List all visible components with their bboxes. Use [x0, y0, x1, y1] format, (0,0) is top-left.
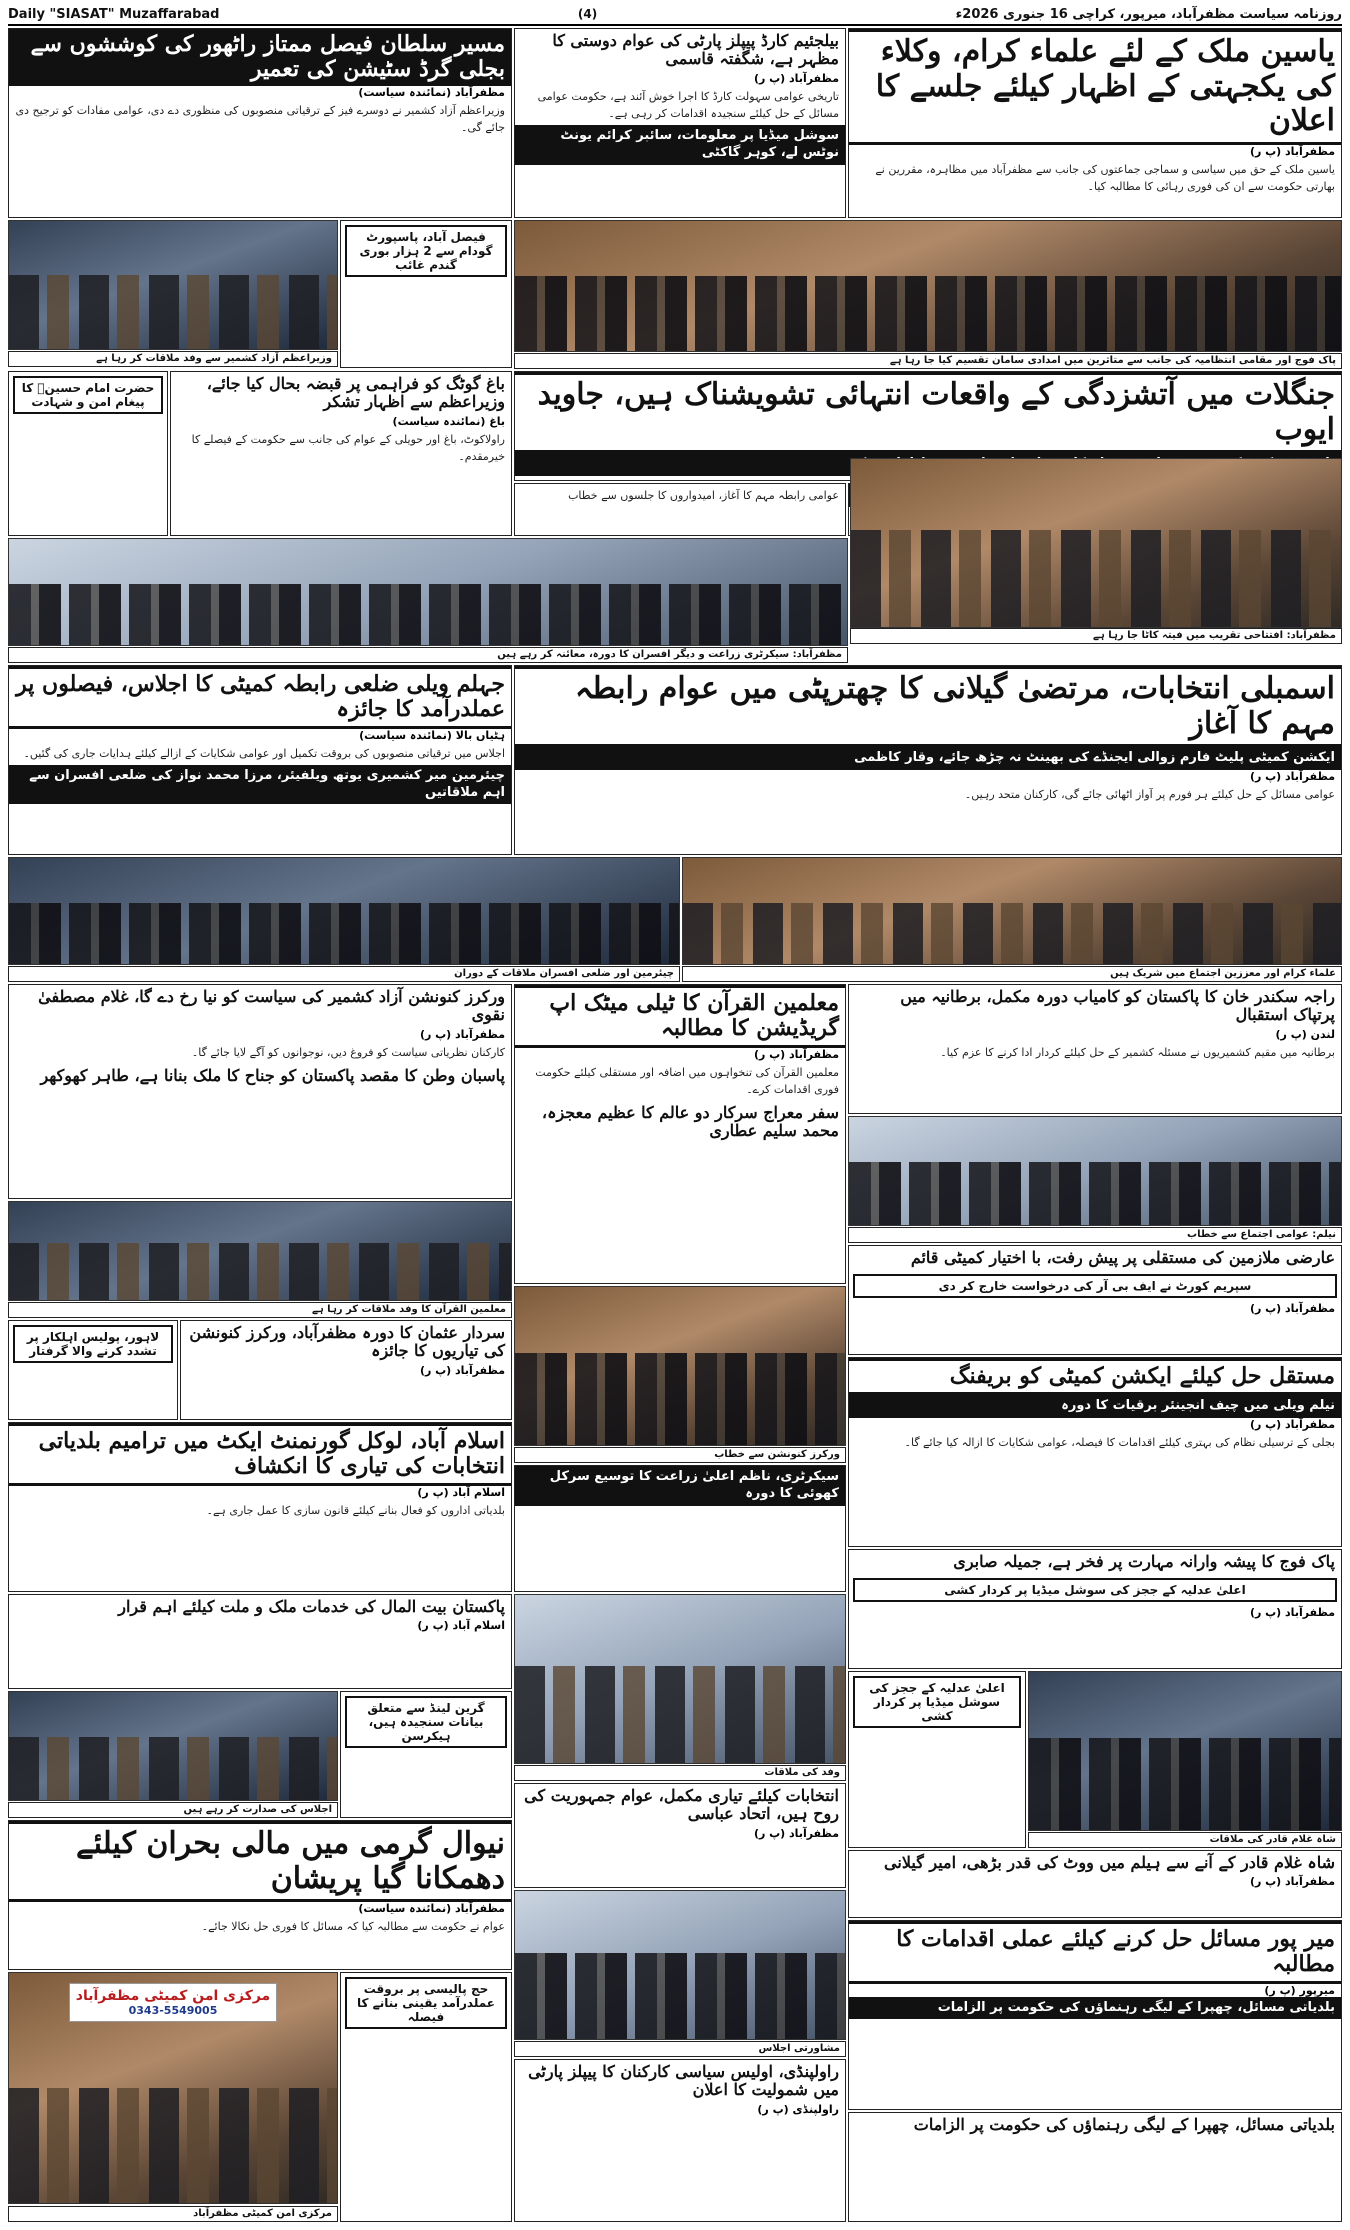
- headline: بیلجئیم کارڈ پیپلز پارٹی کی عوام دوستی کا مظہر ہے، شگفتہ قاسمی: [552, 31, 839, 69]
- page-grid: [8, 28, 1342, 2224]
- photo-pm-meeting: [8, 220, 338, 350]
- story-lahore-police: [8, 1320, 178, 1420]
- subheadline: پاسبان وطن کا مقصد پاکستان کو جناح کا ملک بنانا ہے، طاہر کھوکھر: [40, 1065, 505, 1085]
- banner-phone: 0343-5549005: [128, 2004, 218, 2017]
- story-agriculture-visit: [514, 1465, 846, 1592]
- headline: شاہ غلام قادر کے آنے سے ہیلم میں ووٹ کی قدر بڑھی، امیر گیلانی: [884, 1853, 1335, 1872]
- story-body: راولاکوٹ، باغ اور حویلی کے عوام کی جانب سے حکومت کے فیصلے کا خیرمقدم۔: [191, 432, 505, 463]
- photo-portrait-meeting: [1028, 1671, 1342, 1831]
- boxed-headline: گرین لینڈ سے متعلق بیانات سنجیدہ ہیں، ہیکرسن: [345, 1696, 507, 1748]
- masthead-paper-name: Daily "SIASAT" Muzaffarabad: [8, 6, 220, 22]
- story-body: وزیراعظم آزاد کشمیر نے دوسرے فیز کے ترقیاتی منصوبوں کی منظوری دے دی، عوامی مفادات کو ترجیح دی جائے گی۔: [15, 103, 505, 134]
- masthead: [8, 4, 1342, 26]
- dateline: مظفرآباد (پ ر): [753, 1826, 839, 1840]
- caption-portrait: شاہ غلام قادر کی ملاقات: [1028, 1832, 1342, 1848]
- story-quote-box: [8, 371, 168, 536]
- caption-hall: ورکرز کنونشن سے خطاب: [514, 1447, 846, 1463]
- dateline: مظفرآباد (پ ر): [1249, 1875, 1335, 1889]
- headline: باغ گوٹگ کو فراہمی پر قبضہ بحال کیا جائے، وزیراعظم سے اظہار تشکر: [206, 374, 505, 412]
- headline: معلمین القرآن کا ٹیلی میٹک اپ گریڈیشن کا مطالبہ: [515, 985, 845, 1048]
- subheadline: سوشل میڈیا پر معلومات، سائبر کرائم یونٹ نوٹس لے، کوہر گاکٹی: [515, 125, 845, 165]
- story-body: اجلاس میں ترقیاتی منصوبوں کی بروقت تکمیل اور عوامی شکایات کے ازالے کیلئے ہدایات جاری کی گئیں۔: [23, 746, 505, 760]
- story-body: تاریخی عوامی سہولت کارڈ کا اجرا خوش آئند ہے، حکومت عوامی مسائل کے حل کیلئے سنجیدہ اقدامات کر رہی ہے۔: [537, 89, 839, 120]
- story-jhelum-valley: [8, 665, 512, 855]
- dateline: مظفرآباد (پ ر): [419, 1363, 505, 1377]
- headline: ورکرز کنونشن آزاد کشمیر کی سیاست کو نیا رخ دے گا، غلام مصطفیٰ نقوی: [38, 987, 505, 1025]
- dateline: مظفرآباد (پ ر): [753, 71, 839, 85]
- photo-office-meeting: [8, 1691, 338, 1801]
- headline: راولپنڈی، اولیس سیاسی کارکنان کا پیپلز پارٹی میں شمولیت کا اعلان: [528, 2062, 839, 2100]
- caption-protest: مرکزی امن کمیٹی مظفرآباد: [8, 2206, 338, 2222]
- banner-text: [69, 1983, 277, 2022]
- story-yasin-malik: [848, 28, 1342, 218]
- masthead-date: روزنامہ سیاست مظفرآباد، میرپور، کراچی 16 جنوری 2026ء: [955, 6, 1342, 22]
- story-baitulmal: [8, 1594, 512, 1689]
- headline: پاکستان بیت المال کی خدمات ملک و ملت کیلئے اہم قرار: [118, 1597, 505, 1616]
- photo-convention-hall: [514, 1286, 846, 1446]
- boxed-headline: فیصل آباد، پاسپورٹ گودام سے 2 ہزار بوری گندم غائب: [345, 225, 507, 277]
- dateline: مظفرآباد (پ ر): [1249, 1302, 1335, 1316]
- boxed-subheadline: سپریم کورٹ نے ایف بی آر کی درخواست خارج کر دی: [853, 1274, 1337, 1298]
- story-body: برطانیہ میں مقیم کشمیریوں نے مسئلہ کشمیر کے حل کیلئے کردار ادا کرنے کا عزم کیا۔: [940, 1045, 1335, 1059]
- headline: جہلم ویلی ضلعی رابطہ کمیٹی کا اجلاس، فیصلوں پر عملدرآمد کا جائزہ: [9, 666, 511, 729]
- dateline: ہٹیاں بالا (نمائندہ سیاست): [359, 728, 505, 742]
- photo-delegation-group: [514, 1594, 846, 1764]
- dateline: مظفرآباد (پ ر): [753, 1047, 839, 1061]
- caption-teachers: معلمین القرآن کا وفد ملاقات کر رہا ہے: [8, 1302, 512, 1318]
- story-bottom-right: [848, 2112, 1342, 2222]
- story-body: بجلی کے ترسیلی نظام کی بہتری کیلئے اقدامات کا فیصلہ، عوامی شکایات کا ازالہ کیا جائے گا۔: [904, 1436, 1335, 1450]
- subheadline: ایکشن کمیٹی پلیٹ فارم زوالی ایجنڈے کی بھینٹ نہ چڑھ جائے، وقار کاظمی: [515, 747, 1341, 770]
- headline: راجہ سکندر خان کا پاکستان کو کامیاب دورہ مکمل، برطانیہ میں پرتپاک استقبال: [900, 987, 1335, 1025]
- headline: میر پور مسائل حل کرنے کیلئے عملی اقدامات کا مطالبہ: [849, 1921, 1341, 1984]
- story-body: کارکنان نظریاتی سیاست کو فروغ دیں، نوجوانوں کو آگے لایا جائے گا۔: [191, 1045, 505, 1059]
- headline: اسمبلی انتخابات، مرتضیٰ گیلانی کا چھترپٹی میں عوام رابطہ مہم کا آغاز: [515, 666, 1341, 747]
- story-body: عوامی مسائل کے حل کیلئے ہر فورم پر آواز اٹھائی جائے گی، کارکنان متحد رہیں۔: [964, 787, 1335, 801]
- dateline: میرپور (پ ر): [1264, 1983, 1335, 1997]
- headline: بلدیاتی مسائل، چھپرا کے لیگی رہنماؤں کی حکومت پر الزامات: [913, 2115, 1335, 2134]
- headline: سردار عثمان کا دورہ مظفرآباد، ورکرز کنونشن کی تیاریوں کا جائزہ: [189, 1323, 505, 1361]
- story-body: یاسین ملک کے حق میں سیاسی و سماجی جماعتوں کی جانب سے مظفرآباد میں مظاہرہ، مقررین نے بھارتی حکومت سے ان کی فوری رہائی کا مطالبہ کیا۔: [875, 162, 1335, 193]
- story-shah-ghulam: [848, 1850, 1342, 1918]
- story-bagh: [170, 371, 512, 536]
- headline: انتخابات کیلئے تیاری مکمل، عوام جمہوریت کی روح ہیں، اتحاد عباسی: [524, 1786, 839, 1824]
- headline: پاک فوج کا پیشہ وارانہ مہارت پر فخر ہے، جمیلہ صابری: [953, 1552, 1335, 1571]
- headline: اسلام آباد، لوکل گورنمنٹ ایکٹ میں ترامیم بلدیاتی انتخابات کی تیاری کا انکشاف: [9, 1423, 511, 1486]
- subheadline: نیلم ویلی میں چیف انجینئر برقیات کا دورہ: [849, 1395, 1341, 1418]
- story-card-ppp: [514, 28, 846, 218]
- caption-meeting: مشاورتی اجلاس: [514, 2041, 846, 2057]
- dateline: مظفرآباد (پ ر): [1249, 1418, 1335, 1432]
- story-body: بلدیاتی اداروں کو فعال بنانے کیلئے قانون سازی کا عمل جاری ہے۔: [206, 1503, 505, 1517]
- caption-office: اجلاس کی صدارت کر رہے ہیں: [8, 1802, 338, 1818]
- caption-relief: پاک فوج اور مقامی انتظامیہ کی جانب سے متاثرین میں امدادی سامان تقسیم کیا جا رہا ہے: [514, 353, 1342, 369]
- dateline: مظفرآباد (پ ر): [419, 1027, 505, 1041]
- photo-officials-meeting: [8, 857, 680, 965]
- story-grid-station: [8, 28, 512, 218]
- dateline: اسلام آباد (پ ر): [417, 1485, 505, 1499]
- photo-peace-committee: [8, 1972, 338, 2204]
- dateline: لندن (پ ر): [1275, 1027, 1335, 1041]
- story-greenland: [340, 1691, 512, 1818]
- caption-gathering: نیلم: عوامی اجتماع سے خطاب: [848, 1227, 1342, 1243]
- story-action-committee: [848, 1357, 1342, 1547]
- story-body: معلمین القرآن کی تنخواہوں میں اضافہ اور مستقلی کیلئے حکومت فوری اقدامات کرے۔: [535, 1065, 839, 1096]
- story-wheat-missing: [340, 220, 512, 368]
- headline: مسیر سلطان فیصل ممتاز راٹھور کی کوششوں سے بجلی گرڈ سٹیشن کی تعمیر: [9, 29, 511, 86]
- dateline: باغ (نمائندہ سیاست): [392, 414, 505, 428]
- story-mirpur: [848, 1920, 1342, 2110]
- story-election-campaign: [514, 665, 1342, 855]
- photo-consultation-meeting: [514, 1890, 846, 2040]
- story-financial-crisis: [8, 1820, 512, 1970]
- caption-group: وفد کی ملاقات: [514, 1765, 846, 1781]
- subheadline: سفر معراج سرکار دو عالم کا عظیم معجزہ، محمد سلیم عطاری: [541, 1102, 839, 1141]
- story-local-govt: [8, 1422, 512, 1592]
- photo-relief-distribution: [514, 220, 1342, 352]
- photo-teachers-delegation: [8, 1201, 512, 1301]
- subheadline: سیکرٹری، ناظم اعلیٰ زراعت کا توسیع سرکل کھوئی کا دورہ: [515, 1466, 845, 1506]
- dateline: مظفرآباد (پ ر): [1249, 144, 1335, 158]
- photo-clerics-gathering: [682, 857, 1342, 965]
- photo-inspection: [8, 538, 848, 646]
- dateline: مظفرآباد (پ ر): [1249, 769, 1335, 783]
- dateline: اسلام آباد (پ ر): [417, 1619, 505, 1633]
- story-hajj-policy: [340, 1972, 512, 2222]
- story-raja-sikandar: [848, 984, 1342, 1114]
- dateline: راولپنڈی (پ ر): [757, 2102, 839, 2116]
- story-workers-convention: [8, 984, 512, 1199]
- dateline: مظفرآباد (نمائندہ سیاست): [358, 85, 505, 99]
- headline: نیوال گرمی میں مالی بحران کیلئے دھمکانا گیا پریشان: [9, 1821, 511, 1902]
- boxed-headline: حضرت امام حسینؑ کا پیغام امن و شہادت: [13, 376, 163, 414]
- headline: عارضی ملازمین کی مستقلی پر پیش رفت، با اختیار کمیٹی قائم: [910, 1248, 1335, 1267]
- boxed-headline: حج پالیسی پر بروقت عملدرآمد یقینی بنانے کا فیصلہ: [345, 1977, 507, 2029]
- caption-clerics: علماء کرام اور معززین اجتماع میں شریک ہیں: [682, 966, 1342, 982]
- dateline: مظفرآباد (نمائندہ سیاست): [358, 1902, 505, 1915]
- caption-inspection: مظفرآباد: سیکرٹری زراعت و دیگر افسران کا دورہ، معائنہ کر رہے ہیں: [8, 647, 848, 663]
- banner-title: مرکزی امن کمیٹی مظفرآباد: [75, 1988, 271, 2004]
- story-elections-ready: [514, 1783, 846, 1888]
- boxed-headline: اعلیٰ عدلیہ کے ججز کی سوشل میڈیا پر کردار کشی: [853, 1676, 1021, 1728]
- masthead-page-number: (4): [577, 7, 598, 21]
- caption-pm-meeting: وزیراعظم آزاد کشمیر سے وفد ملاقات کر رہا ہے: [8, 351, 338, 367]
- caption-officials: چیئرمین اور ضلعی افسران ملاقات کے دوران: [8, 966, 680, 982]
- subheadline: چیئرمین میر کشمیری یوتھ ویلفیئر، مرزا محمد نواز کی ضلعی افسران سے اہم ملاقاتیں: [9, 765, 511, 805]
- story-quran-teachers: [514, 984, 846, 1284]
- story-judges: [848, 1671, 1026, 1848]
- photo-public-gathering: [848, 1116, 1342, 1226]
- boxed-subheadline: اعلیٰ عدلیہ کے ججز کی سوشل میڈیا پر کردار کشی: [853, 1578, 1337, 1602]
- story-temporary-staff: [848, 1245, 1342, 1355]
- photo-inauguration: [850, 458, 1342, 628]
- headline: یاسین ملک کے لئے علماء کرام، وکلاء کی یکجہتی کے اظہار کیلئے جلسے کا اعلان: [849, 29, 1341, 145]
- boxed-headline: لاہور، پولیس اہلکار پر تشدد کرنے والا گرفتار: [13, 1325, 173, 1363]
- caption-inauguration: مظفرآباد: افتتاحی تقریب میں فیتہ کاٹا جا رہا ہے: [850, 628, 1342, 644]
- headline: مستقل حل کیلئے ایکشن کمیٹی کو بریفنگ: [849, 1358, 1341, 1395]
- story-body: عوامی رابطہ مہم کا آغاز، امیدواروں کا جلسوں سے خطاب: [568, 489, 839, 502]
- story-rawalpindi: [514, 2059, 846, 2222]
- story-body: عوام نے حکومت سے مطالبہ کیا کہ مسائل کا فوری حل نکالا جائے۔: [201, 1920, 505, 1933]
- dateline: مظفرآباد (پ ر): [1249, 1606, 1335, 1620]
- story-forest-body: [514, 483, 846, 536]
- story-sardar-usman: [180, 1320, 512, 1420]
- story-pak-army: [848, 1549, 1342, 1669]
- headline: جنگلات میں آتشزدگی کے واقعات انتہائی تشویشناک ہیں، جاوید ایوب: [515, 372, 1341, 453]
- subheadline: بلدیاتی مسائل، چھپرا کے لیگی رہنماؤں کی حکومت پر الزامات: [849, 1997, 1341, 2020]
